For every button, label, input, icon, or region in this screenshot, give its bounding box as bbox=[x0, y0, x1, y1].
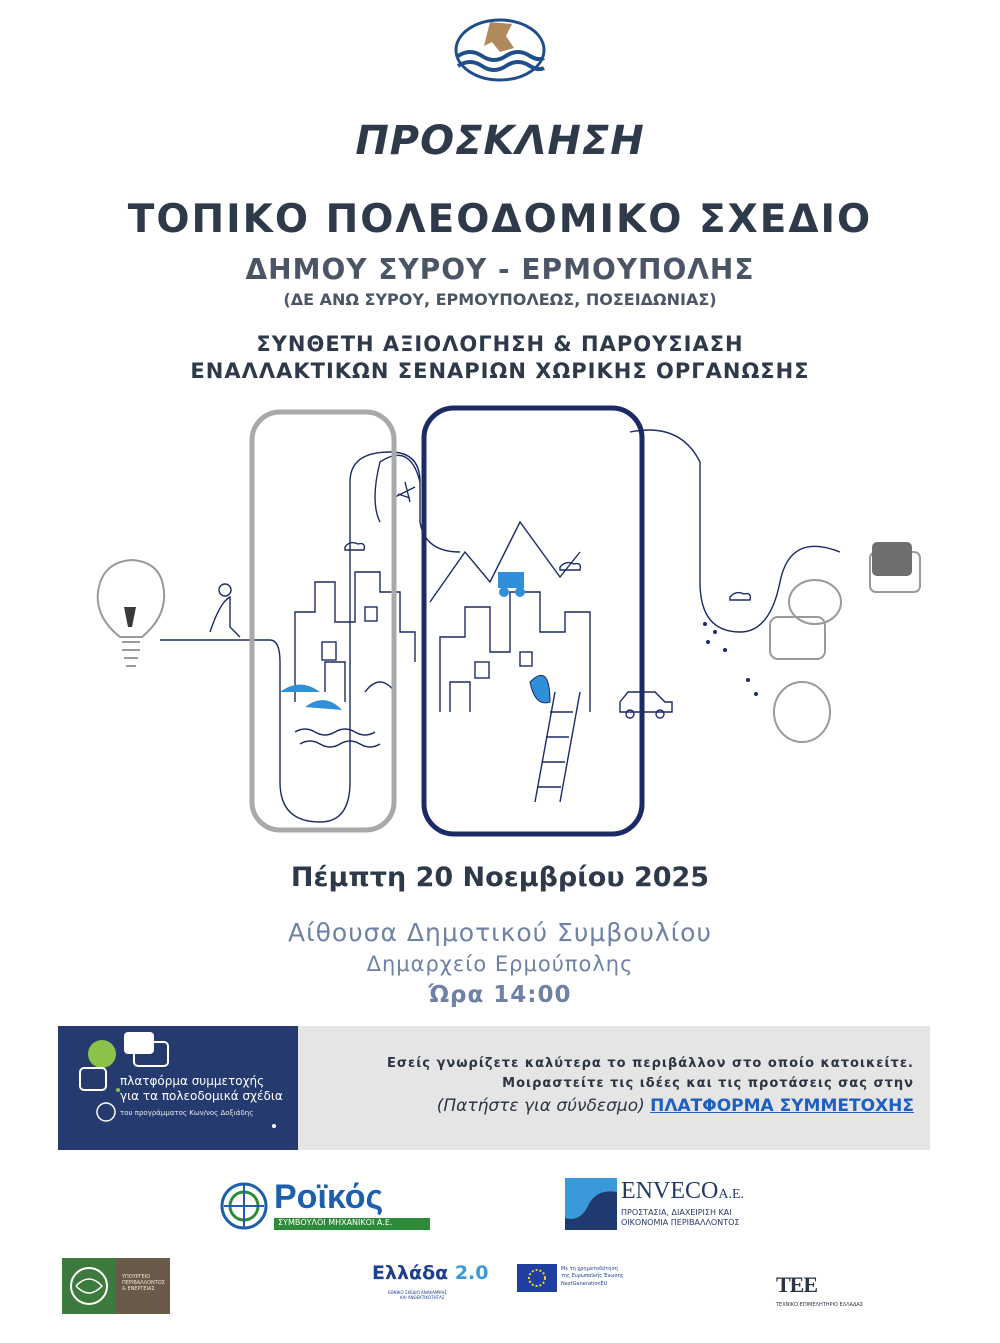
participation-banner bbox=[58, 1026, 930, 1150]
banner-link-line bbox=[314, 1096, 914, 1116]
greece-tagline-1: ΕΘΝΙΚΟ ΣΧΕΔΙΟ ΑΝΑΚΑΜΨΗΣ bbox=[388, 1290, 447, 1295]
event-place: Δημαρχείο Ερμούπολης bbox=[366, 952, 634, 976]
invitation-heading: ΠΡΟΣΚΛΗΣΗ bbox=[355, 118, 645, 164]
areas-line: (ΔΕ ΑΝΩ ΣΥΡΟΥ, ΕΡΜΟΥΠΟΛΕΩΣ, ΠΟΣΕΙΔΩΝΙΑΣ) bbox=[283, 290, 717, 309]
enveco-name: ENVECOΑ.Ε. bbox=[621, 1178, 744, 1204]
banner-line-1: Εσείς γνωρίζετε καλύτερα το περιβάλλον στο οποίο κατοικείτε. bbox=[386, 1056, 914, 1071]
banner-line-2: Μοιραστείτε τις ιδέες και τις προτάσεις σας στην bbox=[502, 1076, 914, 1091]
event-time: Ώρα 14:00 bbox=[428, 982, 572, 1008]
topic-line-1: ΣΥΝΘΕΤΗ ΑΞΙΟΛΟΓΗΣΗ & ΠΑΡΟΥΣΙΑΣΗ bbox=[256, 332, 744, 356]
eu-text-3: NextGenerationEU bbox=[561, 1281, 608, 1287]
municipality-logo bbox=[440, 12, 560, 88]
city-scenarios-illustration bbox=[80, 402, 960, 842]
platform-title-line-1: πλατφόρμα συμμετοχής bbox=[120, 1074, 265, 1088]
roikos-tagline: ΣΥΜΒΟΥΛΟΙ ΜΗΧΑΝΙΚΟΙ Α.Ε. bbox=[278, 1218, 393, 1227]
ministry-text-3: & ΕΝΕΡΓΕΙΑΣ bbox=[122, 1286, 155, 1292]
greece-tagline-2: ΚΑΙ ΑΝΘΕΚΤΙΚΟΤΗΤΑΣ bbox=[400, 1295, 445, 1300]
tee-name: ΤΕΕ bbox=[776, 1272, 818, 1297]
tee-tagline: ΤΕΧΝΙΚΟ ΕΠΙΜΕΛΗΤΗΡΙΟ ΕΛΛΑΔΑΣ bbox=[776, 1302, 863, 1308]
enveco-tagline-2: ΟΙΚΟΝΟΜΙΑ ΠΕΡΙΒΑΛΛΟΝΤΟΣ bbox=[621, 1218, 740, 1227]
enveco-tagline-1: ΠΡΟΣΤΑΣΙΑ, ΔΙΑΧΕΙΡΙΣΗ ΚΑΙ bbox=[621, 1208, 732, 1217]
event-venue: Αίθουσα Δημοτικού Συμβουλίου bbox=[288, 918, 712, 947]
enveco-emblem-icon bbox=[565, 1178, 617, 1230]
greece-2-0-logo bbox=[372, 1262, 512, 1302]
ministry-logo bbox=[62, 1258, 170, 1314]
platform-subtitle: του προγράμματος Κων/νος Δοξιάδης bbox=[120, 1109, 254, 1117]
platform-title-line-2: για τα πολεοδομικά σχέδια bbox=[120, 1089, 283, 1103]
ministry-text-2: ΠΕΡΙΒΑΛΛΟΝΤΟΣ bbox=[122, 1280, 165, 1286]
topic-line-2: ΕΝΑΛΛΑΚΤΙΚΩΝ ΣΕΝΑΡΙΩΝ ΧΩΡΙΚΗΣ ΟΡΓΑΝΩΣΗΣ bbox=[190, 359, 810, 383]
platform-logo-panel[interactable] bbox=[58, 1026, 298, 1150]
roikos-name: Ροϊκός bbox=[274, 1178, 384, 1216]
ministry-text-1: ΥΠΟΥΡΓΕΙΟ bbox=[122, 1274, 151, 1280]
link-hint: (Πατήστε για σύνδεσμο) bbox=[436, 1096, 645, 1116]
eu-flag-icon bbox=[517, 1264, 557, 1292]
event-date: Πέμπτη 20 Νοεμβρίου 2025 bbox=[290, 862, 710, 893]
eu-funding-logo bbox=[517, 1264, 657, 1294]
municipality-subtitle: ΔΗΜΟΥ ΣΥΡΟΥ - ΕΡΜΟΥΠΟΛΗΣ bbox=[245, 253, 755, 286]
enveco-logo bbox=[565, 1178, 780, 1230]
chat-bubbles-icon bbox=[58, 1026, 298, 1150]
participation-platform-link[interactable]: ΠΛΑΤΦΟΡΜΑ ΣΥΜΜΕΤΟΧΗΣ bbox=[650, 1096, 914, 1116]
eu-text-2: της Ευρωπαϊκής Ένωσης bbox=[561, 1273, 624, 1279]
greece-name: Ελλάδα 2.0 bbox=[372, 1262, 489, 1284]
tee-logo bbox=[776, 1272, 916, 1314]
roikos-logo bbox=[218, 1178, 433, 1233]
roikos-globe-icon bbox=[218, 1180, 270, 1232]
eu-text-1: Με τη χρηματοδότηση bbox=[561, 1266, 618, 1272]
plan-title: ΤΟΠΙΚΟ ΠΟΛΕΟΔΟΜΙΚΟ ΣΧΕΔΙΟ bbox=[127, 197, 873, 242]
